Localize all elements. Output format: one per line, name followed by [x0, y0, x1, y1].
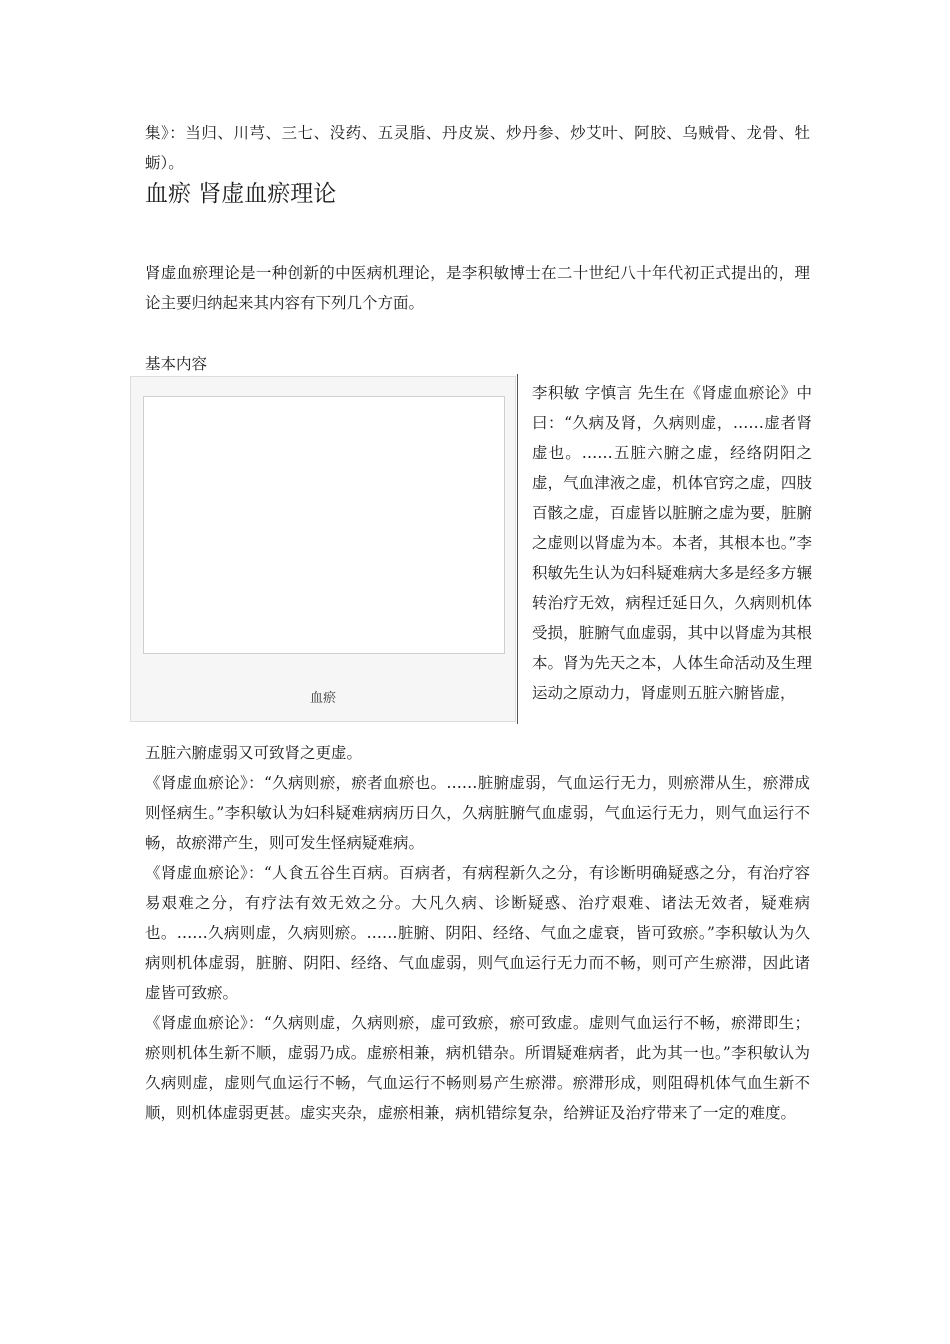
subheading: 基本内容 — [145, 355, 208, 373]
paragraph: 《肾虚血瘀论》：“久病则瘀，瘀者血瘀也。……脏腑虚弱，气血运行无力，则瘀滞从生，瘀滞成则怪病生。”李积敏认为妇科疑难病病历日久，久病脏腑气血虚弱，气血运行无力，则气血运行不畅，故瘀滞产生，则可发生怪病疑难病。 — [145, 774, 810, 852]
side-paragraph: 李积敏 字慎言 先生在《肾虚血瘀论》中曰：“久病及肾，久病则虚，……虚者肾虚也。……五脏六腑之虚，经络阴阳之虚，气血津液之虚，机体官窍之虚，四肢百骸之虚，百虚皆以脏腑之虚为要，脏腑之虚则以肾虚为本。本者，其根本也。”李积敏先生认为妇科疑难病大多是经多方辗转治疗无效，病程迁延日久，久病则机体受损，脏腑气血虚弱，其中以肾虚为其根本。肾为先天之本，人体生命活动及生理运动之原动力，肾虚则五脏六腑皆虚， — [532, 384, 812, 702]
intro-paragraph: 集》：当归、川芎、三七、没药、五灵脂、丹皮炭、炒丹参、炒艾叶、阿胶、乌贼骨、龙骨、牡蛎）。 — [145, 124, 810, 172]
figure-caption: 血瘀 — [309, 691, 336, 706]
figure-box — [130, 376, 516, 722]
body-paragraphs — [145, 738, 810, 1128]
figure-divider — [517, 374, 518, 724]
paragraph: 《肾虚血瘀论》：“久病则虚，久病则瘀，虚可致瘀，瘀可致虚。虚则气血运行不畅，瘀滞即生；瘀则机体生新不顺，虚弱乃成。虚瘀相兼，病机错杂。所谓疑难病者，此为其一也。”李积敏认为久病则虚，虚则气血运行不畅，气血运行不畅则易产生瘀滞。瘀滞形成，则阻碍机体气血生新不顺，则机体虚弱更甚。虚实夹杂，虚瘀相兼，病机错综复杂，给辨证及治疗带来了一定的难度。 — [145, 1014, 810, 1122]
lead-paragraph: 肾虚血瘀理论是一种创新的中医病机理论，是李积敏博士在二十世纪八十年代初正式提出的，理论主要归纳起来其内容有下列几个方面。 — [145, 264, 810, 312]
section-title: 血瘀 肾虚血瘀理论 — [145, 181, 337, 207]
paragraph: 《肾虚血瘀论》：“人食五谷生百病。百病者，有病程新久之分，有诊断明确疑惑之分，有治疗容易艰难之分，有疗法有效无效之分。大凡久病、诊断疑惑、治疗艰难、诸法无效者，疑难病也。……久病则虚，久病则瘀。……脏腑、阴阳、经络、气血之虚衰，皆可致瘀。”李积敏认为久病则机体虚弱，脏腑、阴阳、经络、气血虚弱，则气血运行无力而不畅，则可产生瘀滞，因此诸虚皆可致瘀。 — [145, 864, 810, 1002]
paragraph: 五脏六腑虚弱又可致肾之更虚。 — [145, 744, 363, 762]
figure-image-placeholder — [143, 396, 505, 654]
